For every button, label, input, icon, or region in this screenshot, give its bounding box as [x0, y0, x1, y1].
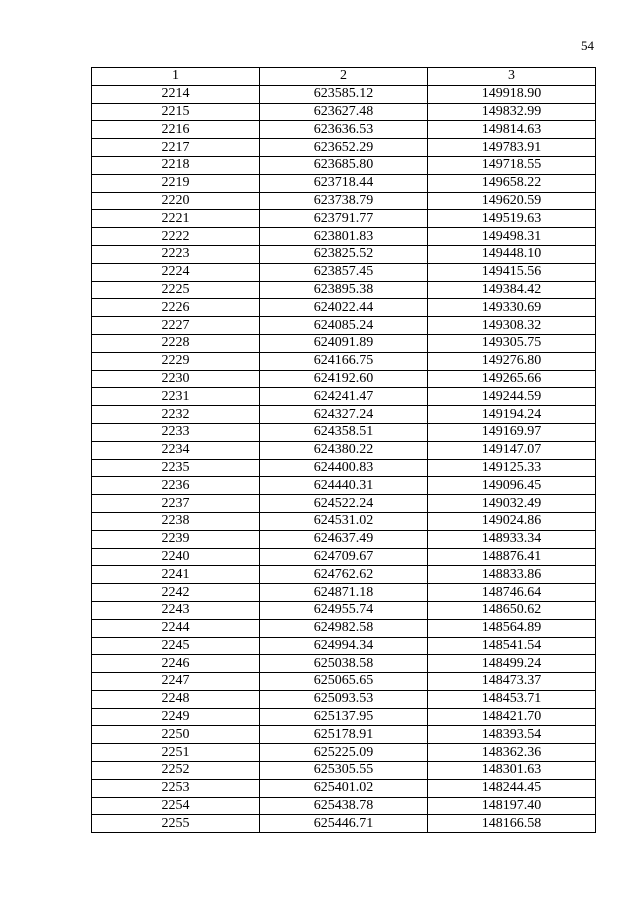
- table-cell-col-1: 2242: [92, 584, 260, 602]
- table-cell-col-1: 2216: [92, 121, 260, 139]
- table-cell-col-1: 2219: [92, 174, 260, 192]
- table-cell-col-1: 2227: [92, 317, 260, 335]
- column-header-3: 3: [428, 68, 596, 86]
- table-cell-col-3: 149384.42: [428, 281, 596, 299]
- table-cell-col-1: 2215: [92, 103, 260, 121]
- table-cell-col-3: 149265.66: [428, 370, 596, 388]
- table-cell-col-3: 149448.10: [428, 245, 596, 263]
- table-cell-col-1: 2218: [92, 156, 260, 174]
- table-cell-col-3: 148541.54: [428, 637, 596, 655]
- table-cell-col-1: 2251: [92, 744, 260, 762]
- table-cell-col-2: 624192.60: [260, 370, 428, 388]
- table-cell-col-1: 2254: [92, 797, 260, 815]
- table-row: [92, 228, 596, 246]
- table-cell-col-3: 149096.45: [428, 477, 596, 495]
- table-cell-col-1: 2232: [92, 406, 260, 424]
- table-cell-col-3: 148650.62: [428, 601, 596, 619]
- table-row: [92, 423, 596, 441]
- table-cell-col-3: 149276.80: [428, 352, 596, 370]
- table-cell-col-1: 2224: [92, 263, 260, 281]
- table-cell-col-1: 2228: [92, 334, 260, 352]
- table-cell-col-3: 148362.36: [428, 744, 596, 762]
- table-row: [92, 459, 596, 477]
- table-row: [92, 708, 596, 726]
- page-number: 54: [581, 38, 594, 53]
- table-header: [92, 68, 596, 86]
- table-cell-col-3: 148166.58: [428, 815, 596, 833]
- table-row: [92, 584, 596, 602]
- table-cell-col-2: 624762.62: [260, 566, 428, 584]
- table-row: [92, 156, 596, 174]
- table-cell-col-3: 148473.37: [428, 673, 596, 691]
- table-row: [92, 174, 596, 192]
- table-row: [92, 245, 596, 263]
- table-cell-col-2: 623791.77: [260, 210, 428, 228]
- table-cell-col-1: 2235: [92, 459, 260, 477]
- table-cell-col-1: 2248: [92, 690, 260, 708]
- table-cell-col-2: 624327.24: [260, 406, 428, 424]
- table-cell-col-1: 2243: [92, 601, 260, 619]
- table-cell-col-3: 149620.59: [428, 192, 596, 210]
- table-cell-col-1: 2231: [92, 388, 260, 406]
- table-cell-col-2: 624955.74: [260, 601, 428, 619]
- table-cell-col-1: 2249: [92, 708, 260, 726]
- table-row: [92, 334, 596, 352]
- table-row: [92, 103, 596, 121]
- table-cell-col-2: 624709.67: [260, 548, 428, 566]
- column-header-2: 2: [260, 68, 428, 86]
- table-cell-col-3: 148453.71: [428, 690, 596, 708]
- table-cell-col-2: 625305.55: [260, 762, 428, 780]
- table-cell-col-1: 2241: [92, 566, 260, 584]
- table-row: [92, 762, 596, 780]
- table-cell-col-1: 2217: [92, 139, 260, 157]
- table-cell-col-1: 2214: [92, 85, 260, 103]
- table-cell-col-3: 149305.75: [428, 334, 596, 352]
- table-row: [92, 637, 596, 655]
- table-cell-col-2: 623685.80: [260, 156, 428, 174]
- table-row: [92, 601, 596, 619]
- table-cell-col-3: 149194.24: [428, 406, 596, 424]
- table-cell-col-2: 624091.89: [260, 334, 428, 352]
- table-cell-col-1: 2221: [92, 210, 260, 228]
- table-cell-col-2: 624022.44: [260, 299, 428, 317]
- table-cell-col-3: 149169.97: [428, 423, 596, 441]
- table-row: [92, 139, 596, 157]
- table-cell-col-2: 624380.22: [260, 441, 428, 459]
- table-cell-col-3: 149125.33: [428, 459, 596, 477]
- table-cell-col-3: 149918.90: [428, 85, 596, 103]
- table-cell-col-1: 2239: [92, 530, 260, 548]
- table-cell-col-2: 624358.51: [260, 423, 428, 441]
- table-row: [92, 192, 596, 210]
- table-row: [92, 673, 596, 691]
- table-row: [92, 477, 596, 495]
- table-cell-col-1: 2230: [92, 370, 260, 388]
- table-cell-col-2: 624637.49: [260, 530, 428, 548]
- table-cell-col-1: 2222: [92, 228, 260, 246]
- table-row: [92, 655, 596, 673]
- table-row: [92, 299, 596, 317]
- table-cell-col-1: 2236: [92, 477, 260, 495]
- table-cell-col-2: 624085.24: [260, 317, 428, 335]
- table-cell-col-3: 149308.32: [428, 317, 596, 335]
- table-cell-col-2: 624994.34: [260, 637, 428, 655]
- table-cell-col-2: 624440.31: [260, 477, 428, 495]
- table-row: [92, 441, 596, 459]
- table-cell-col-3: 149024.86: [428, 512, 596, 530]
- table-cell-col-1: 2226: [92, 299, 260, 317]
- table-cell-col-1: 2252: [92, 762, 260, 780]
- table-cell-col-1: 2229: [92, 352, 260, 370]
- table-cell-col-3: 149783.91: [428, 139, 596, 157]
- table-cell-col-3: 149498.31: [428, 228, 596, 246]
- table-row: [92, 121, 596, 139]
- table-cell-col-1: 2240: [92, 548, 260, 566]
- header-row: [92, 68, 596, 86]
- table-cell-col-1: 2253: [92, 779, 260, 797]
- table-cell-col-2: 623801.83: [260, 228, 428, 246]
- table-cell-col-3: 149032.49: [428, 495, 596, 513]
- table-cell-col-2: 623652.29: [260, 139, 428, 157]
- table-cell-col-1: 2233: [92, 423, 260, 441]
- table-row: [92, 406, 596, 424]
- table-row: [92, 797, 596, 815]
- table-cell-col-3: 148421.70: [428, 708, 596, 726]
- table-cell-col-1: 2255: [92, 815, 260, 833]
- table-cell-col-2: 624400.83: [260, 459, 428, 477]
- table-cell-col-1: 2247: [92, 673, 260, 691]
- table-cell-col-2: 625038.58: [260, 655, 428, 673]
- table-row: [92, 281, 596, 299]
- table-cell-col-1: 2244: [92, 619, 260, 637]
- table-cell-col-1: 2250: [92, 726, 260, 744]
- table-row: [92, 370, 596, 388]
- table-row: [92, 815, 596, 833]
- table-cell-col-2: 624531.02: [260, 512, 428, 530]
- table-cell-col-2: 625225.09: [260, 744, 428, 762]
- table-cell-col-3: 148244.45: [428, 779, 596, 797]
- table-cell-col-2: 625093.53: [260, 690, 428, 708]
- table-row: [92, 388, 596, 406]
- table-cell-col-3: 149415.56: [428, 263, 596, 281]
- table-row: [92, 512, 596, 530]
- table-cell-col-2: 624241.47: [260, 388, 428, 406]
- table-cell-col-1: 2220: [92, 192, 260, 210]
- table-row: [92, 85, 596, 103]
- table-body: [92, 85, 596, 832]
- table-row: [92, 352, 596, 370]
- table-cell-col-1: 2238: [92, 512, 260, 530]
- table-cell-col-3: 148564.89: [428, 619, 596, 637]
- table-cell-col-2: 624871.18: [260, 584, 428, 602]
- table-cell-col-1: 2225: [92, 281, 260, 299]
- table-cell-col-2: 625401.02: [260, 779, 428, 797]
- table-cell-col-2: 624522.24: [260, 495, 428, 513]
- table-cell-col-3: 149330.69: [428, 299, 596, 317]
- table-cell-col-3: 149658.22: [428, 174, 596, 192]
- column-header-1: 1: [92, 68, 260, 86]
- table-cell-col-3: 149832.99: [428, 103, 596, 121]
- table-row: [92, 690, 596, 708]
- table-cell-col-2: 623895.38: [260, 281, 428, 299]
- table-cell-col-3: 148197.40: [428, 797, 596, 815]
- coordinates-table: [91, 67, 596, 833]
- table-cell-col-1: 2237: [92, 495, 260, 513]
- table-row: [92, 726, 596, 744]
- table-cell-col-3: 148876.41: [428, 548, 596, 566]
- table-cell-col-3: 149814.63: [428, 121, 596, 139]
- table-cell-col-2: 623636.53: [260, 121, 428, 139]
- table-row: [92, 210, 596, 228]
- table-cell-col-3: 148301.63: [428, 762, 596, 780]
- table-cell-col-2: 625137.95: [260, 708, 428, 726]
- table-cell-col-2: 625446.71: [260, 815, 428, 833]
- table-cell-col-1: 2246: [92, 655, 260, 673]
- table-cell-col-3: 148833.86: [428, 566, 596, 584]
- table-row: [92, 317, 596, 335]
- table-cell-col-2: 623627.48: [260, 103, 428, 121]
- table-cell-col-1: 2223: [92, 245, 260, 263]
- table-row: [92, 495, 596, 513]
- table-cell-col-3: 148746.64: [428, 584, 596, 602]
- table-cell-col-3: 149718.55: [428, 156, 596, 174]
- table-cell-col-3: 148393.54: [428, 726, 596, 744]
- table-cell-col-2: 623857.45: [260, 263, 428, 281]
- table-cell-col-2: 623585.12: [260, 85, 428, 103]
- table-cell-col-3: 149519.63: [428, 210, 596, 228]
- table-cell-col-2: 625065.65: [260, 673, 428, 691]
- table-row: [92, 566, 596, 584]
- table-row: [92, 619, 596, 637]
- table-cell-col-2: 623738.79: [260, 192, 428, 210]
- table-row: [92, 548, 596, 566]
- table-cell-col-3: 148933.34: [428, 530, 596, 548]
- table-cell-col-3: 149244.59: [428, 388, 596, 406]
- table-cell-col-2: 623718.44: [260, 174, 428, 192]
- table-cell-col-2: 624166.75: [260, 352, 428, 370]
- table-cell-col-2: 624982.58: [260, 619, 428, 637]
- table-row: [92, 530, 596, 548]
- table-row: [92, 779, 596, 797]
- table-cell-col-2: 625178.91: [260, 726, 428, 744]
- table-row: [92, 263, 596, 281]
- table-cell-col-2: 623825.52: [260, 245, 428, 263]
- table-cell-col-3: 148499.24: [428, 655, 596, 673]
- table-cell-col-3: 149147.07: [428, 441, 596, 459]
- table-cell-col-1: 2245: [92, 637, 260, 655]
- table-row: [92, 744, 596, 762]
- table-cell-col-2: 625438.78: [260, 797, 428, 815]
- table-cell-col-1: 2234: [92, 441, 260, 459]
